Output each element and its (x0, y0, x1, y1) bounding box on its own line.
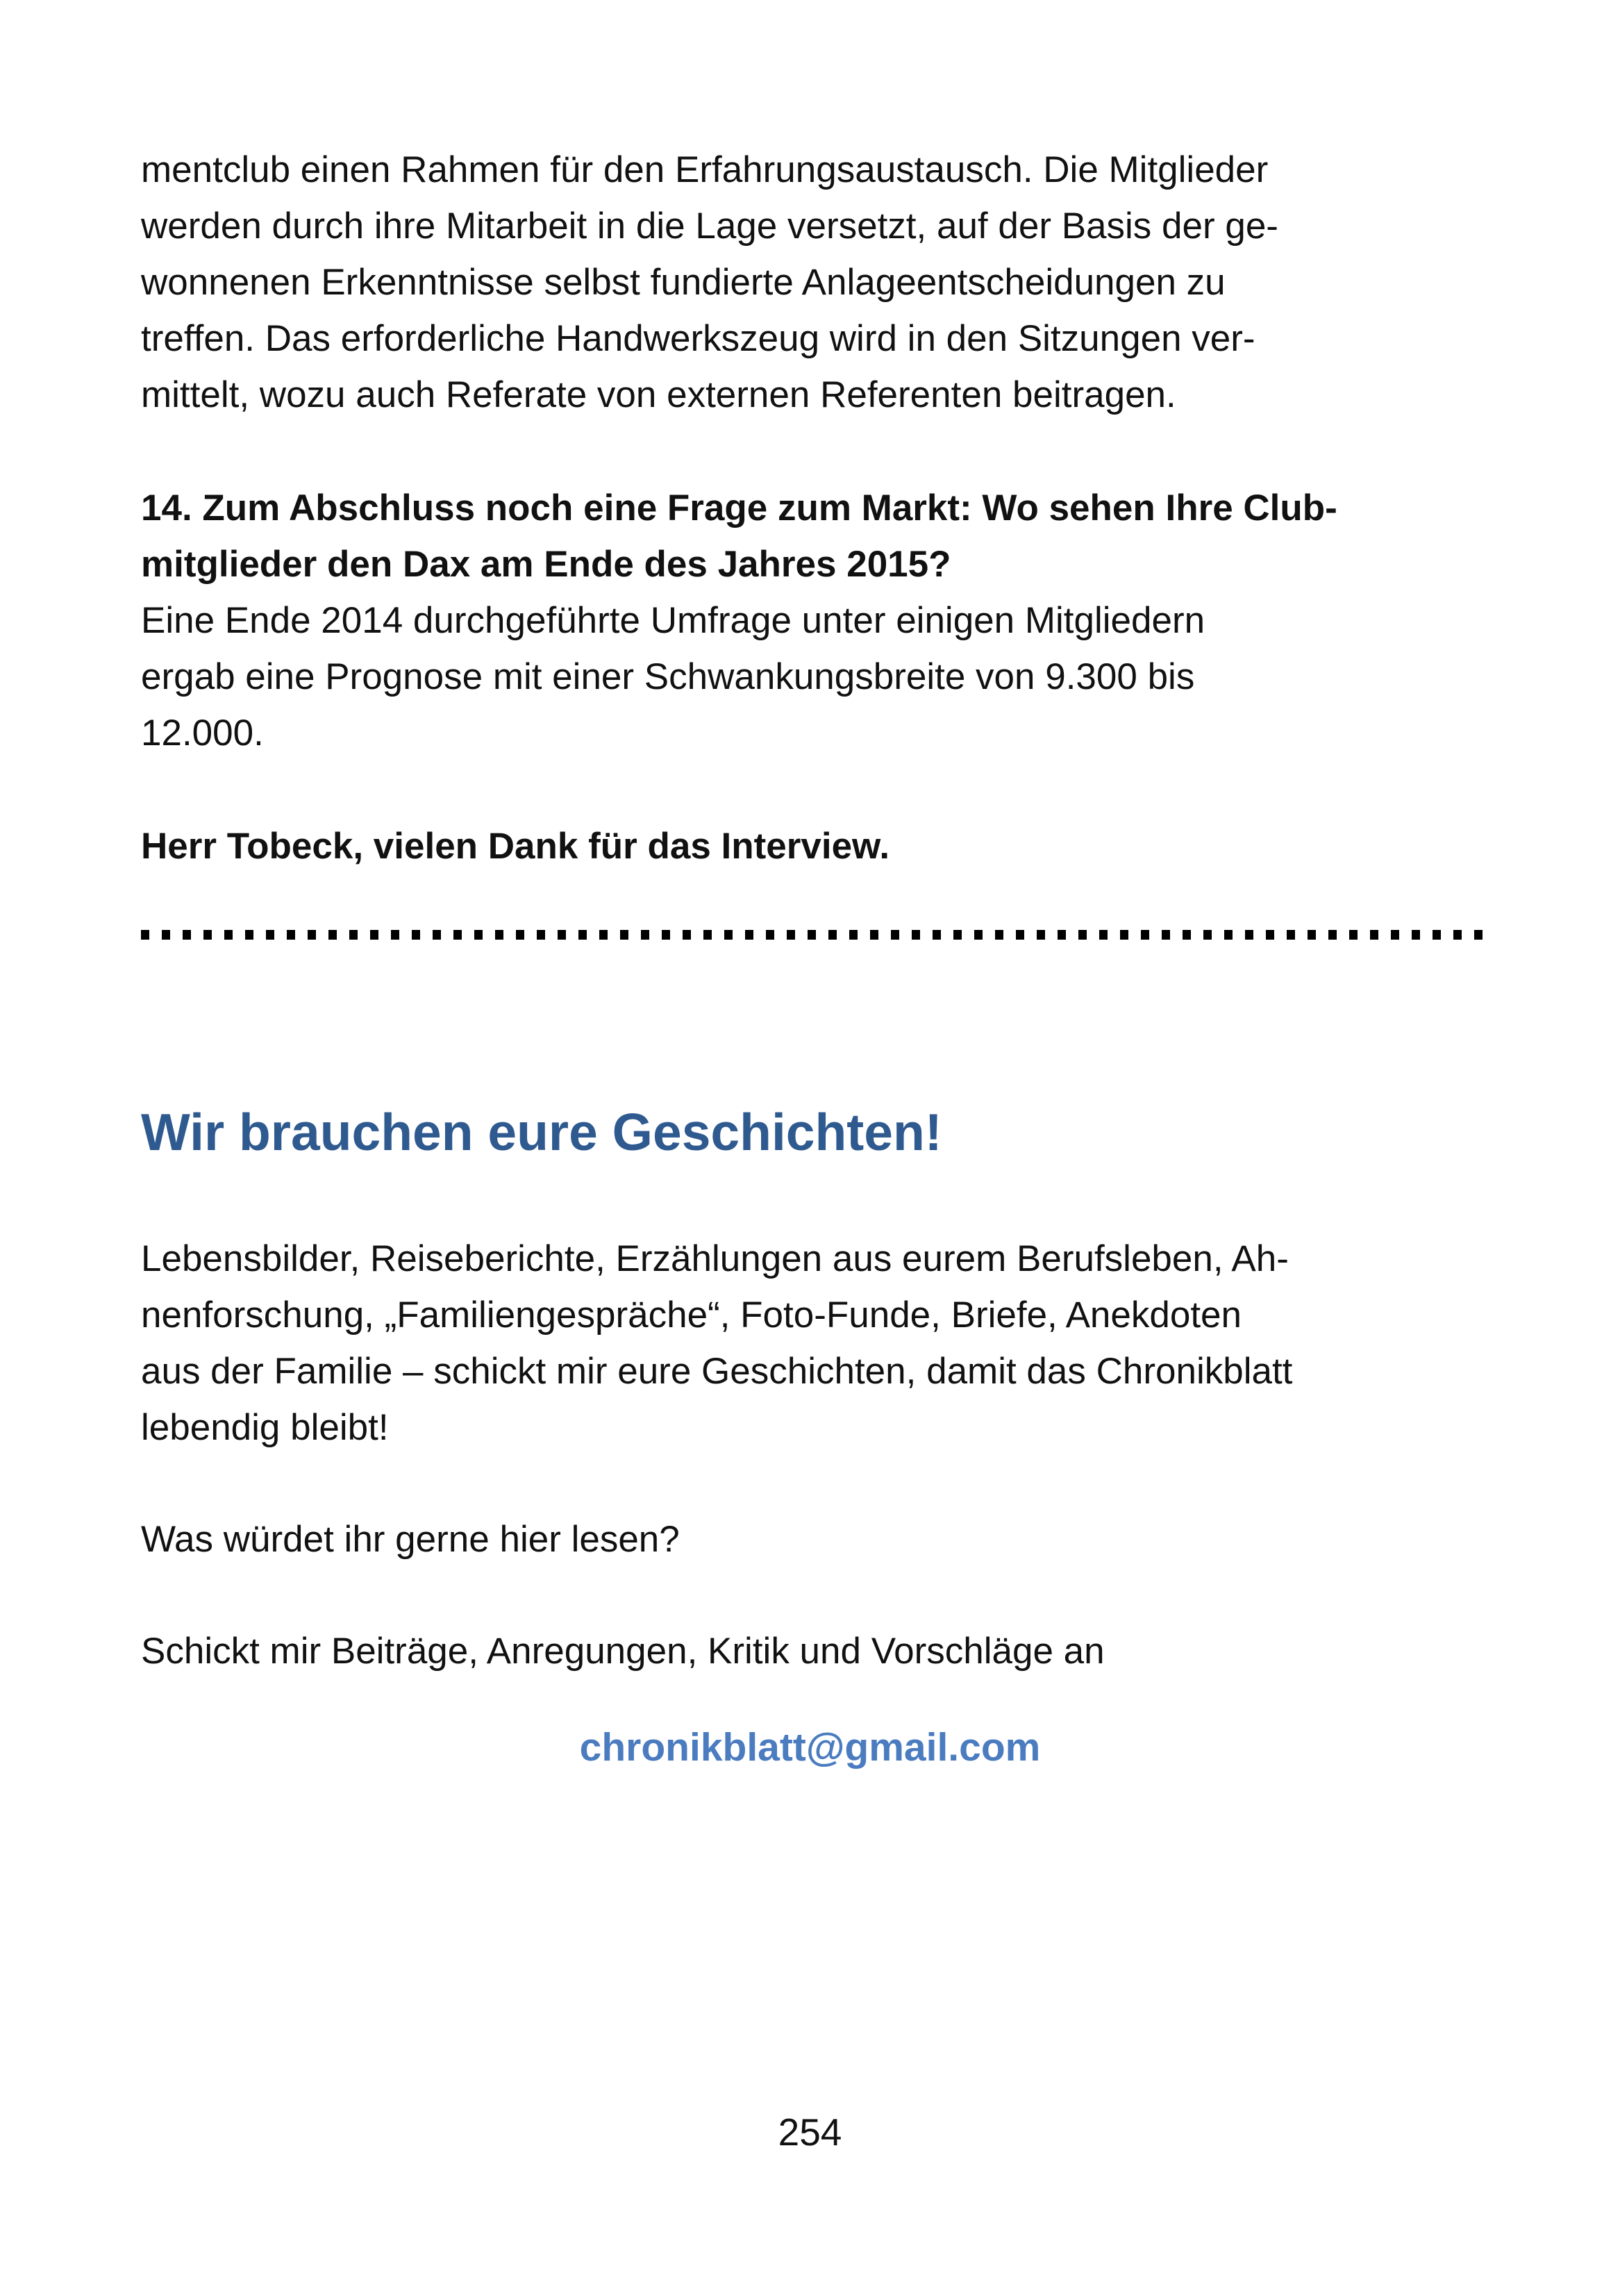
section-heading: Wir brauchen eure Geschichten! (141, 1103, 942, 1161)
text-line: aus der Familie – schickt mir eure Geschichten, damit das Chronikblatt (141, 1351, 1293, 1392)
page-number: 254 (778, 2111, 842, 2154)
dotted-divider (141, 930, 1493, 940)
text-line: Lebensbilder, Reiseberichte, Erzählungen aus eurem Berufsleben, Ah- (141, 1238, 1289, 1279)
question-line: 14. Zum Abschluss noch eine Frage zum Markt: Wo sehen Ihre Club- (141, 488, 1337, 529)
text-line: treffen. Das erforderliche Handwerkszeug wird in den Sitzungen ver- (141, 318, 1255, 359)
text-line: werden durch ihre Mitarbeit in die Lage versetzt, auf der Basis der ge- (141, 206, 1278, 247)
question-line: mitglieder den Dax am Ende des Jahres 2015? (141, 544, 951, 585)
interview-closing: Herr Tobeck, vielen Dank für das Interview. (141, 826, 890, 867)
answer-line: 12.000. (141, 713, 264, 754)
text-line: wonnenen Erkenntnisse selbst fundierte Anlageentscheidungen zu (141, 262, 1226, 303)
answer-line: Eine Ende 2014 durchgeführte Umfrage unter einigen Mitgliedern (141, 600, 1205, 641)
email-link[interactable]: chronikblatt@gmail.com (579, 1725, 1041, 1770)
text-line: mittelt, wozu auch Referate von externen Referenten beitragen. (141, 374, 1176, 415)
answer-line: ergab eine Prognose mit einer Schwankungsbreite von 9.300 bis (141, 656, 1195, 697)
text-line: mentclub einen Rahmen für den Erfahrungsaustausch. Die Mitglieder (141, 149, 1269, 190)
text-line: nenforschung, „Familiengespräche“, Foto-Funde, Briefe, Anekdoten (141, 1295, 1242, 1336)
reader-question: Was würdet ihr gerne hier lesen? (141, 1519, 680, 1560)
text-line: lebendig bleibt! (141, 1407, 389, 1448)
send-instruction: Schickt mir Beiträge, Anregungen, Kritik und Vorschläge an (141, 1631, 1105, 1672)
